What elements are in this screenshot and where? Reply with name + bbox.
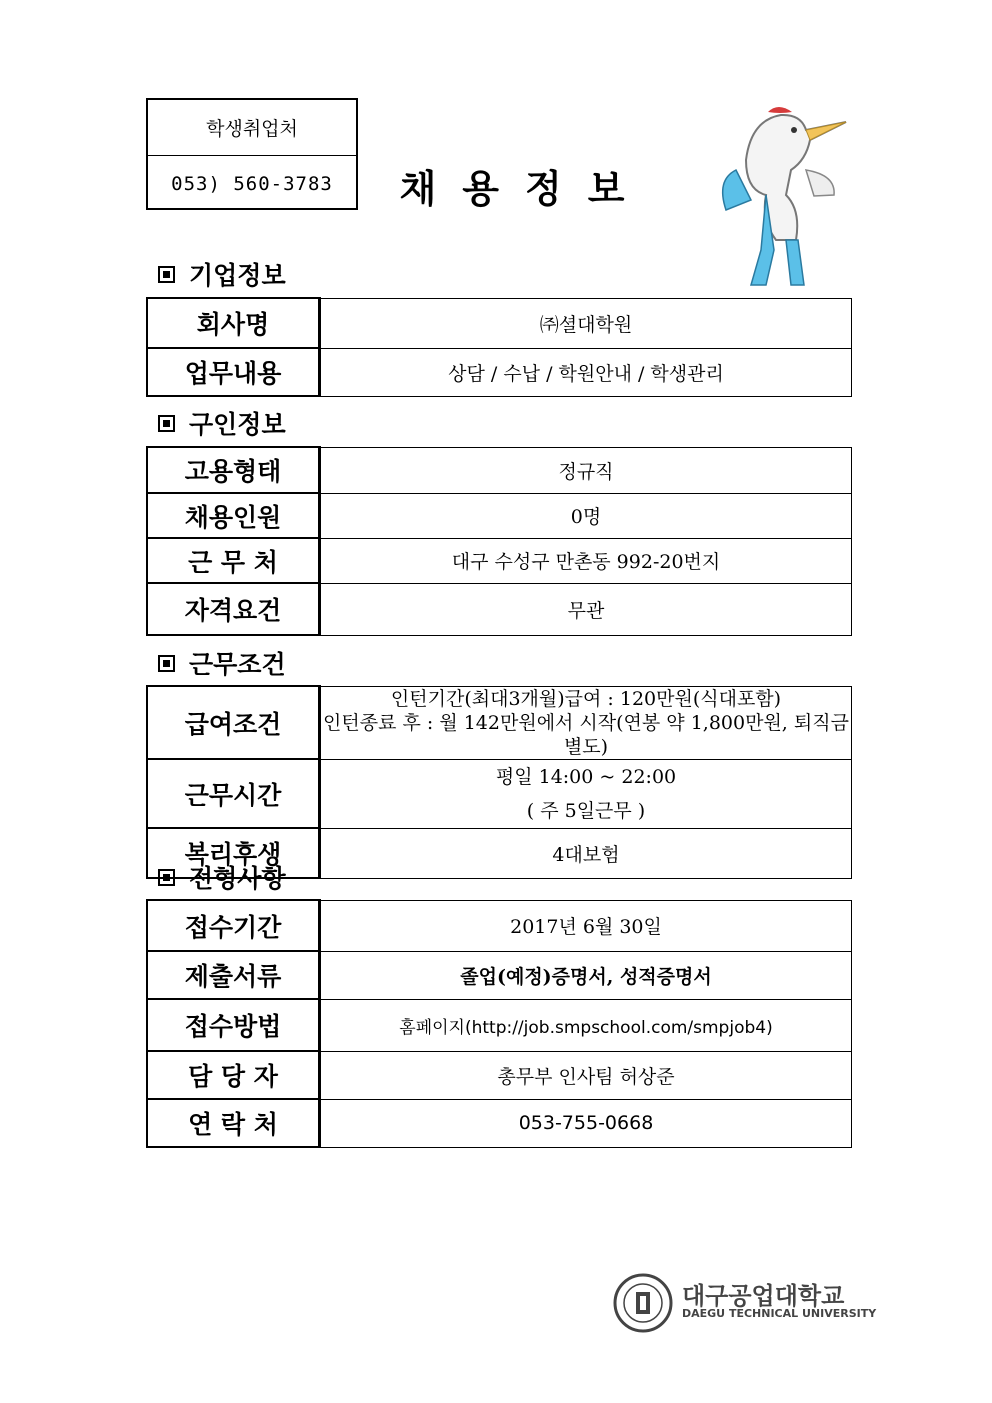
salary-line-intern: 인턴기간(최대3개월)급여 : 120만원(식대포함) — [390, 687, 782, 710]
row-value: 4대보험 — [320, 828, 852, 878]
table-row — [147, 298, 852, 348]
section-heading-conditions — [158, 645, 286, 681]
university-name-en: DAEGU TECHNICAL UNIVERSITY — [682, 1307, 877, 1320]
hours-value — [320, 759, 852, 828]
row-value: 0명 — [320, 493, 852, 538]
square-bullet-icon — [158, 655, 175, 672]
row-label: 급여조건 — [147, 686, 320, 759]
row-value: 상담 / 수납 / 학원안내 / 학생관리 — [320, 348, 852, 396]
section-heading-selection — [158, 859, 286, 895]
row-label: 채용인원 — [147, 493, 320, 538]
section-heading-company — [158, 256, 286, 292]
company-info-table — [146, 297, 852, 397]
hiring-info-table — [146, 446, 852, 636]
section-heading-text: 전형사항 — [189, 864, 286, 893]
row-value: 2017년 6월 30일 — [320, 900, 852, 951]
row-label: 근 무 처 — [147, 538, 320, 583]
row-label: 접수기간 — [147, 900, 320, 951]
row-label: 업무내용 — [147, 348, 320, 396]
table-row — [147, 348, 852, 396]
salary-value — [320, 686, 852, 759]
row-label: 제출서류 — [147, 951, 320, 999]
table-row — [147, 1051, 852, 1099]
university-name-kr: 대구공업대학교 — [682, 1282, 845, 1310]
row-label: 연 락 처 — [147, 1099, 320, 1147]
row-label: 접수방법 — [147, 999, 320, 1051]
table-row — [147, 951, 852, 999]
row-value: 대구 수성구 만촌동 992-20번지 — [320, 538, 852, 583]
row-label: 복리후생 — [147, 828, 320, 878]
row-label: 회사명 — [147, 298, 320, 348]
square-bullet-icon — [158, 266, 175, 283]
page-title: 채용정보 — [399, 167, 651, 211]
office-phone: 053) 560-3783 — [148, 155, 356, 211]
row-value: 무관 — [320, 583, 852, 635]
section-heading-text: 구인정보 — [189, 410, 286, 439]
section-heading-text: 기업정보 — [189, 261, 286, 290]
office-contact-box — [146, 98, 358, 210]
salary-line-regular: 인턴종료 후 : 월 142만원에서 시작(연봉 약 1,800만원, 퇴직금 별도) — [323, 711, 849, 758]
table-row — [147, 1099, 852, 1147]
table-row — [147, 759, 852, 828]
square-bullet-icon — [158, 415, 175, 432]
row-value: 졸업(예정)증명서, 성적증명서 — [320, 951, 852, 999]
table-row — [147, 493, 852, 538]
table-row — [147, 686, 852, 759]
row-value: 정규직 — [320, 447, 852, 493]
row-value: 053-755-0668 — [320, 1099, 852, 1147]
row-value: ㈜셜대학원 — [320, 298, 852, 348]
crane-mascot-icon — [706, 100, 856, 290]
section-heading-text: 근무조건 — [189, 650, 286, 679]
selection-info-table — [146, 899, 852, 1148]
row-label: 고용형태 — [147, 447, 320, 493]
row-label: 근무시간 — [147, 759, 320, 828]
table-row — [147, 583, 852, 635]
row-value: 홈페이지(http://job.smpschool.com/smpjob4) — [320, 999, 852, 1051]
table-row — [147, 538, 852, 583]
hours-line-days: ( 주 5일근무 ) — [526, 799, 646, 822]
conditions-info-table — [146, 685, 852, 879]
table-row — [147, 999, 852, 1051]
row-label: 담 당 자 — [147, 1051, 320, 1099]
row-label: 자격요건 — [147, 583, 320, 635]
row-value: 총무부 인사팀 허상준 — [320, 1051, 852, 1099]
square-bullet-icon — [158, 869, 175, 886]
section-heading-hiring — [158, 405, 286, 441]
hours-line-time: 평일 14:00 ~ 22:00 — [495, 765, 677, 788]
table-row — [147, 900, 852, 951]
office-name: 학생취업처 — [206, 118, 298, 140]
table-row — [147, 447, 852, 493]
